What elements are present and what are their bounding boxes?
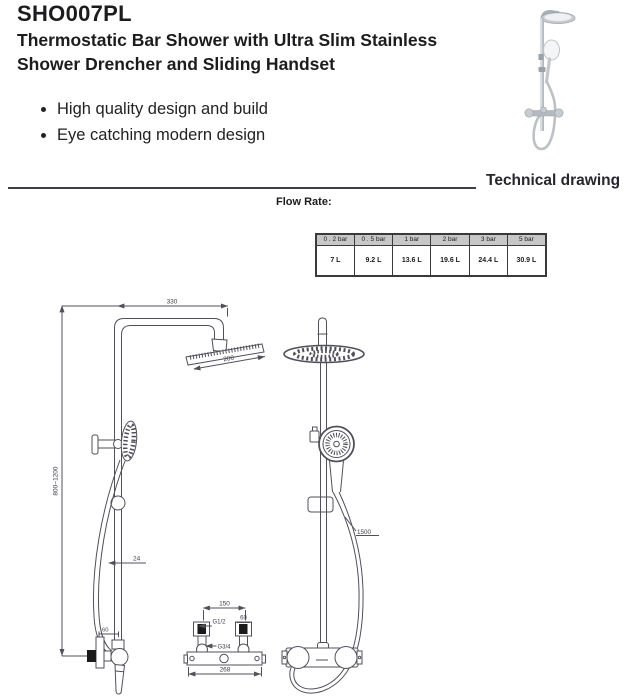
technical-drawing-heading: Technical drawing (486, 172, 621, 189)
side-elevation-view (62, 306, 265, 694)
product-sku: SHO007PL (17, 1, 132, 26)
flow-rate-value-row (316, 245, 546, 276)
dim-hose-length: 1500 (357, 529, 372, 536)
dim-inlet-centres: 150 (219, 600, 230, 608)
pressure-header: 0 . 2 bar (316, 234, 354, 245)
pressure-header: 5 bar (507, 234, 545, 245)
flow-value: 30.9 L (507, 245, 545, 276)
flow-value: 24.4 L (469, 245, 507, 276)
flow-rate-heading: Flow Rate: (276, 196, 332, 208)
dim-arm-length: 330 (166, 298, 178, 306)
flow-value: 13.6 L (393, 245, 431, 276)
section-divider (8, 187, 476, 189)
pressure-header: 3 bar (469, 234, 507, 245)
flow-rate-table (315, 233, 547, 277)
pressure-header: 2 bar (431, 234, 469, 245)
flow-value: 7 L (316, 245, 354, 276)
flow-value: 19.6 L (431, 245, 469, 276)
dim-outlet-thread: G3/4 (217, 644, 231, 651)
dim-outlet-offset: 60 (102, 627, 109, 634)
feature-list (57, 100, 268, 152)
pressure-header: 0 . 5 bar (354, 234, 392, 245)
technical-drawing (0, 288, 643, 700)
front-elevation-view (282, 318, 379, 693)
dim-inlet-width: 60 (240, 615, 247, 622)
product-title-line1: Thermostatic Bar Shower with Ultra Slim Stainless (17, 30, 438, 50)
dim-drencher-width: 200 (222, 354, 235, 364)
product-photo (506, 4, 603, 164)
dim-inlet-thread: G1/2 (212, 619, 226, 626)
product-title (17, 28, 487, 76)
dim-pipe-width: 24 (133, 555, 141, 563)
feature-item: • High quality design and build (57, 100, 268, 118)
dim-riser-height: 800~1200 (52, 466, 60, 496)
pressure-header: 1 bar (393, 234, 431, 245)
dim-valve-length: 268 (219, 666, 231, 674)
feature-item: • Eye catching modern design (57, 126, 268, 144)
flow-value: 9.2 L (354, 245, 392, 276)
product-title-line2: Shower Drencher and Sliding Handset (17, 54, 335, 74)
flow-rate-header-row (316, 234, 546, 245)
